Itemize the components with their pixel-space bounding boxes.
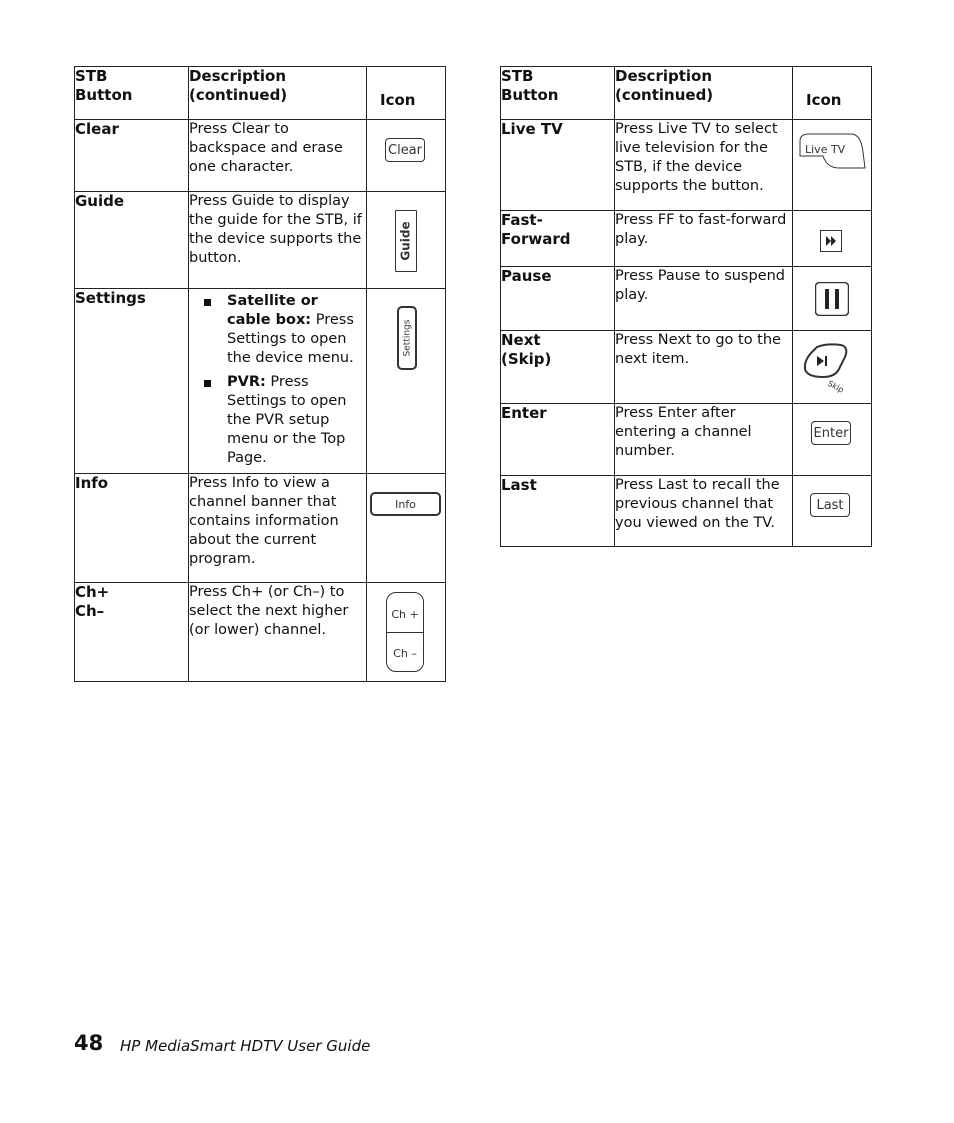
live-tv-icon — [797, 124, 869, 180]
stb-button-table-left — [74, 66, 446, 682]
header-description: Description (continued) — [615, 67, 793, 120]
settings-icon-label: Settings — [402, 319, 413, 357]
button-description: Press Ch+ (or Ch–) to select the next higher (or lower) channel. — [189, 583, 367, 682]
guide-icon-label: Guide — [399, 221, 414, 261]
button-name: Live TV — [501, 120, 615, 211]
button-description: Press Guide to display the guide for the STB, if the device supports the button. — [189, 192, 367, 289]
next-skip-icon — [801, 339, 865, 395]
button-description: Press FF to fast-forward play. — [615, 211, 793, 267]
icon-cell — [793, 211, 872, 267]
icon-cell — [793, 120, 872, 211]
table-row — [501, 120, 872, 211]
divider — [387, 632, 423, 633]
settings-bullet-list — [202, 292, 366, 468]
button-description: Press Next to go to the next item. — [615, 331, 793, 404]
icon-cell — [793, 331, 872, 404]
button-description: Press Info to view a channel banner that contains information about the current program. — [189, 474, 367, 583]
table-row — [501, 211, 872, 267]
header-description: Description (continued) — [189, 67, 367, 120]
document-title: HP MediaSmart HDTV User Guide — [120, 1037, 371, 1055]
button-name: Next (Skip) — [501, 331, 615, 404]
button-name: Guide — [75, 192, 189, 289]
button-name: Clear — [75, 120, 189, 192]
pause-icon — [815, 282, 849, 316]
header-button: STB Button — [75, 67, 189, 120]
table-header-row — [501, 67, 872, 120]
button-name: Settings — [75, 289, 189, 474]
button-description: Press Pause to suspend play. — [615, 267, 793, 331]
last-icon: Last — [810, 493, 850, 517]
fast-forward-icon — [820, 230, 842, 252]
page-number: 48 — [74, 1031, 104, 1055]
table-header-row — [75, 67, 446, 120]
button-name: Info — [75, 474, 189, 583]
button-description: Press Enter after entering a channel number. — [615, 404, 793, 476]
icon-cell — [367, 192, 446, 289]
table-row — [75, 192, 446, 289]
channel-rocker-icon — [386, 592, 424, 672]
table-row — [501, 331, 872, 404]
svg-text:Skip: Skip — [826, 378, 846, 395]
svg-text:Live TV: Live TV — [805, 143, 846, 156]
table-row — [75, 474, 446, 583]
button-description: Press Live TV to select live television for the STB, if the device supports the button. — [615, 120, 793, 211]
table-row — [501, 404, 872, 476]
icon-cell — [367, 474, 446, 583]
icon-cell — [367, 289, 446, 474]
table-row — [75, 120, 446, 192]
header-button: STB Button — [501, 67, 615, 120]
button-name: Ch+ Ch– — [75, 583, 189, 682]
button-name: Enter — [501, 404, 615, 476]
button-description: Press Last to recall the previous channel that you viewed on the TV. — [615, 476, 793, 547]
icon-cell — [367, 120, 446, 192]
clear-icon: Clear — [385, 138, 425, 162]
enter-icon: Enter — [811, 421, 851, 445]
header-icon: Icon — [367, 67, 446, 120]
icon-cell — [367, 583, 446, 682]
table-row — [75, 289, 446, 474]
icon-cell — [793, 476, 872, 547]
list-item: Satellite or cable box: Press Settings to open the device menu. — [202, 292, 366, 368]
button-name: Fast- Forward — [501, 211, 615, 267]
stb-button-table-right — [500, 66, 872, 547]
settings-icon — [397, 306, 417, 370]
channel-up-label: Ch + — [391, 608, 419, 621]
info-icon: Info — [370, 492, 441, 516]
table-row — [501, 476, 872, 547]
button-description — [189, 289, 367, 474]
channel-down-label: Ch – — [393, 647, 417, 660]
icon-cell — [793, 404, 872, 476]
button-description: Press Clear to backspace and erase one character. — [189, 120, 367, 192]
table-row — [501, 267, 872, 331]
table-row — [75, 583, 446, 682]
icon-cell — [793, 267, 872, 331]
guide-icon — [395, 210, 417, 272]
button-name: Pause — [501, 267, 615, 331]
header-icon: Icon — [793, 67, 872, 120]
list-item: PVR: Press Settings to open the PVR setup menu or the Top Page. — [202, 373, 366, 468]
button-name: Last — [501, 476, 615, 547]
